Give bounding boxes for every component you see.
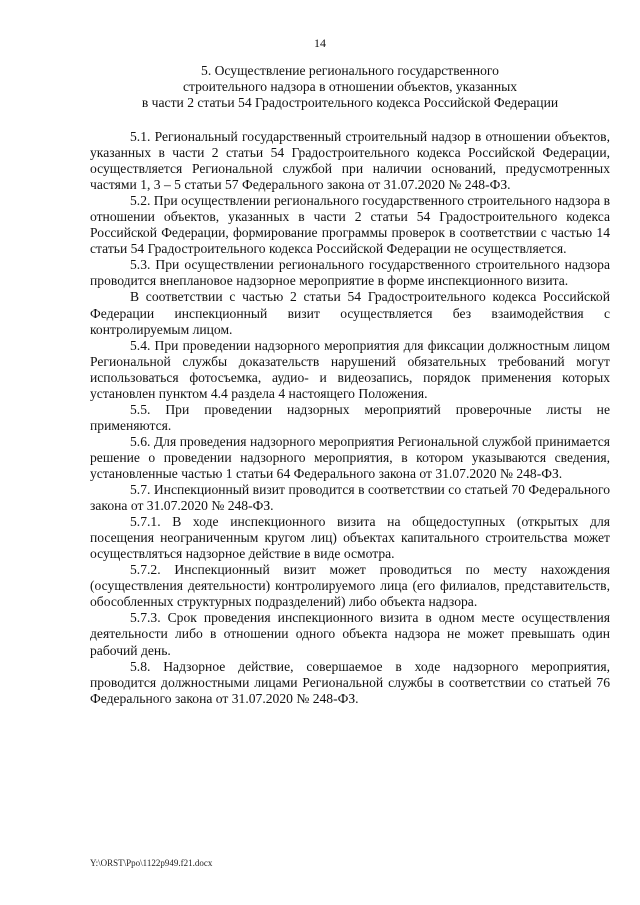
paragraph-5-7-1: 5.7.1. В ходе инспекционного визита на общедоступных (открытых для посещения неограниченным кругом лиц) объектах капитального строительства может осуществляться надзорное действие в виде осмотра. xyxy=(90,514,610,562)
paragraph-5-7-3: 5.7.3. Срок проведения инспекционного визита в одном месте осуществления деятельности либо в отношении одного объекта надзора не может превышать один рабочий день. xyxy=(90,610,610,658)
section-heading-line-3: в части 2 статьи 54 Градостроительного кодекса Российской Федерации xyxy=(141,95,559,110)
section-heading xyxy=(90,63,610,111)
paragraph-5-6: 5.6. Для проведения надзорного мероприятия Региональной службой принимается решение о проведении надзорного мероприятия, в котором указываются сведения, установленные частью 1 статьи 64 Федерального закона от 31.07.2020 № 248-ФЗ. xyxy=(90,433,610,481)
paragraph-5-7-2: 5.7.2. Инспекционный визит может проводиться по месту нахождения (осуществления деятельности) контролируемого лица (его филиалов, представительств, обособленных структурных подразделений) либо объекта надзора. xyxy=(90,562,610,610)
paragraph-5-1: 5.1. Региональный государственный строительный надзор в отношении объектов, указанных в части 2 статьи 54 Градостроительного кодекса Российской Федерации, осуществляется Региональной службой при наличии оснований, предусмотренных частями 1, 3 – 5 статьи 57 Федерального закона от 31.07.2020 № 248-ФЗ. xyxy=(90,129,610,193)
document-body xyxy=(90,129,610,707)
section-heading-line-1: 5. Осуществление регионального государственного xyxy=(201,63,499,78)
section-heading-line-2: строительного надзора в отношении объектов, указанных xyxy=(182,79,518,94)
page-number: 14 xyxy=(314,36,326,50)
paragraph-5-2: 5.2. При осуществлении регионального государственного строительного надзора в отношении объектов, указанных в части 2 статьи 54 Градостроительного кодекса Российской Федерации, формирование программы проверок в соответствии с частью 14 статьи 54 Градостроительного кодекса Российской Федерации не осуществляется. xyxy=(90,193,610,257)
file-path-footer: Y:\ORST\Ppo\1122p949.f21.docx xyxy=(90,858,213,868)
paragraph-5-3-continuation: В соответствии с частью 2 статьи 54 Градостроительного кодекса Российской Федерации инспекционный визит осуществляется без взаимодействия с контролируемым лицом. xyxy=(90,289,610,337)
paragraph-5-8: 5.8. Надзорное действие, совершаемое в ходе надзорного мероприятия, проводится должностными лицами Региональной службы в соответствии со статьей 76 Федерального закона от 31.07.2020 № 248-ФЗ. xyxy=(90,658,610,706)
paragraph-5-5: 5.5. При проведении надзорных мероприятий проверочные листы не применяются. xyxy=(90,401,610,433)
paragraph-5-4: 5.4. При проведении надзорного мероприятия для фиксации должностным лицом Региональной службы доказательств нарушений обязательных требований могут использоваться фотосъемка, аудио- и видеозапись, порядок применения которых установлен пунктом 4.4 раздела 4 настоящего Положения. xyxy=(90,337,610,401)
paragraph-5-3: 5.3. При осуществлении регионального государственного строительного надзора проводится внеплановое надзорное мероприятие в форме инспекционного визита. xyxy=(90,257,610,289)
paragraph-5-7: 5.7. Инспекционный визит проводится в соответствии со статьей 70 Федерального закона от 31.07.2020 № 248-ФЗ. xyxy=(90,482,610,514)
